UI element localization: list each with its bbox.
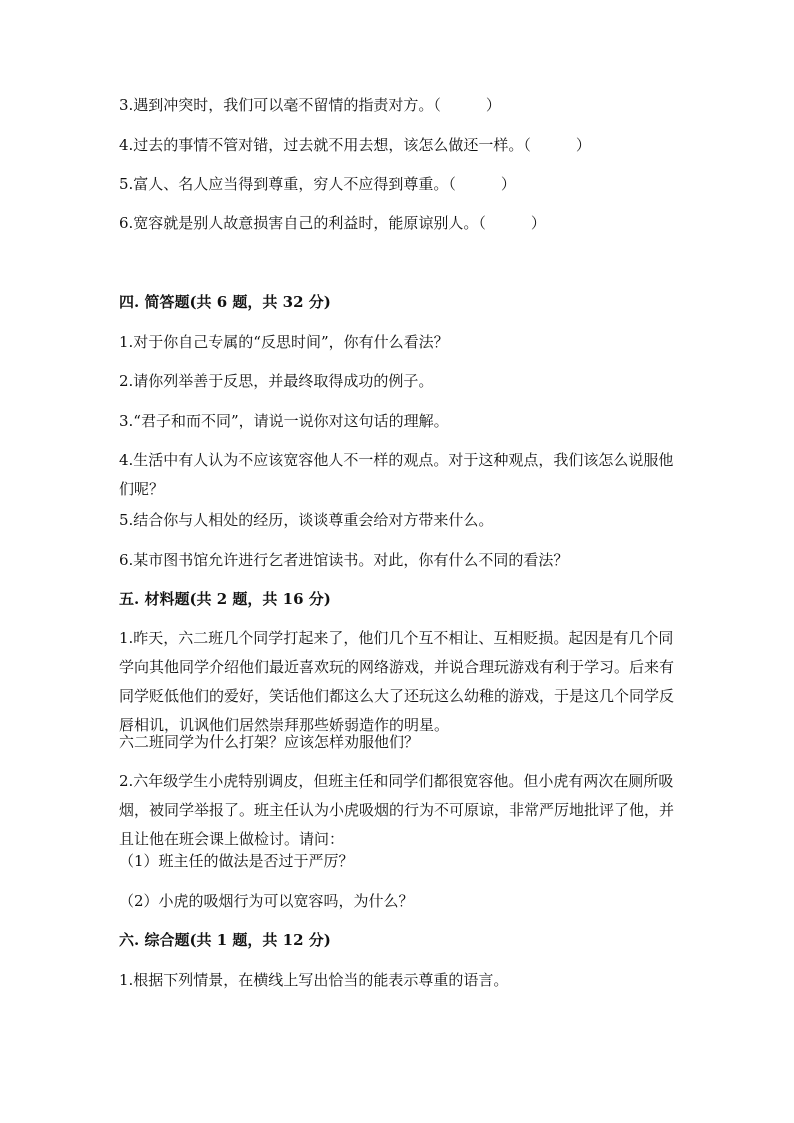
section-5-heading: 五. 材料题(共 2 题，共 16 分) — [119, 590, 331, 608]
material-item-2-q1: （1）班主任的做法是否过于严厉？ — [119, 852, 354, 870]
short-answer-4: 4.生活中有人认为不应该宽容他人不一样的观点。对于这种观点，我们该怎么说服他们呢？ — [119, 451, 674, 498]
material-item-2: 2.六年级学生小虎特别调皮，但班主任和同学们都很宽容他。但小虎有两次在厕所吸烟，被同学举报了。班主任认为小虎吸烟的行为不可原谅，非常严厉地批评了他，并且让他在班会课上做检讨。请问： — [119, 772, 675, 848]
judge-item-3: 4.过去的事情不管对错，过去就不用去想，该怎么做还一样。（ ） — [119, 136, 591, 154]
judge-item-5: 6.宽容就是别人故意损害自己的利益时，能原谅别人。（ ） — [119, 214, 546, 232]
short-answer-2: 2.请你列举善于反思，并最终取得成功的例子。 — [119, 372, 434, 390]
material-item-1: 1.昨天，六二班几个同学打起来了，他们几个互不相让、互相贬损。起因是有几个同学向其他同学介绍他们最近喜欢玩的网络游戏，并说合理玩游戏有利于学习。后来有同学贬低他们的爱好，笑话他们都这么大了还玩这么幼稚的游戏，于是这几个同学反唇相讥，讥讽他们居然崇拜那些娇弱造作的明星。 — [119, 629, 675, 734]
short-answer-6: 6.某市图书馆允许进行乞者进馆读书。对此，你有什么不同的看法？ — [119, 551, 569, 569]
comprehensive-item-1: 1.根据下列情景，在横线上写出恰当的能表示尊重的语言。 — [119, 971, 509, 989]
judge-item-4: 5.富人、名人应当得到尊重，穷人不应得到尊重。（ ） — [119, 175, 516, 193]
judge-item-2: 3.遇到冲突时，我们可以毫不留情的指责对方。（ ） — [119, 96, 501, 114]
short-answer-1: 1.对于你自己专属的“反思时间”，你有什么看法？ — [119, 333, 449, 351]
short-answer-3: 3.“君子和而不同”，请说一说你对这句话的理解。 — [119, 412, 449, 430]
section-4-heading: 四. 简答题(共 6 题，共 32 分) — [119, 293, 331, 311]
material-item-1-question: 六二班同学为什么打架？应该怎样劝服他们？ — [119, 733, 420, 751]
short-answer-5: 5.结合你与人相处的经历，谈谈尊重会给对方带来什么。 — [119, 511, 494, 529]
material-item-2-q2: （2）小虎的吸烟行为可以宽容吗，为什么？ — [119, 892, 414, 910]
section-6-heading: 六. 综合题(共 1 题，共 12 分) — [119, 931, 331, 949]
